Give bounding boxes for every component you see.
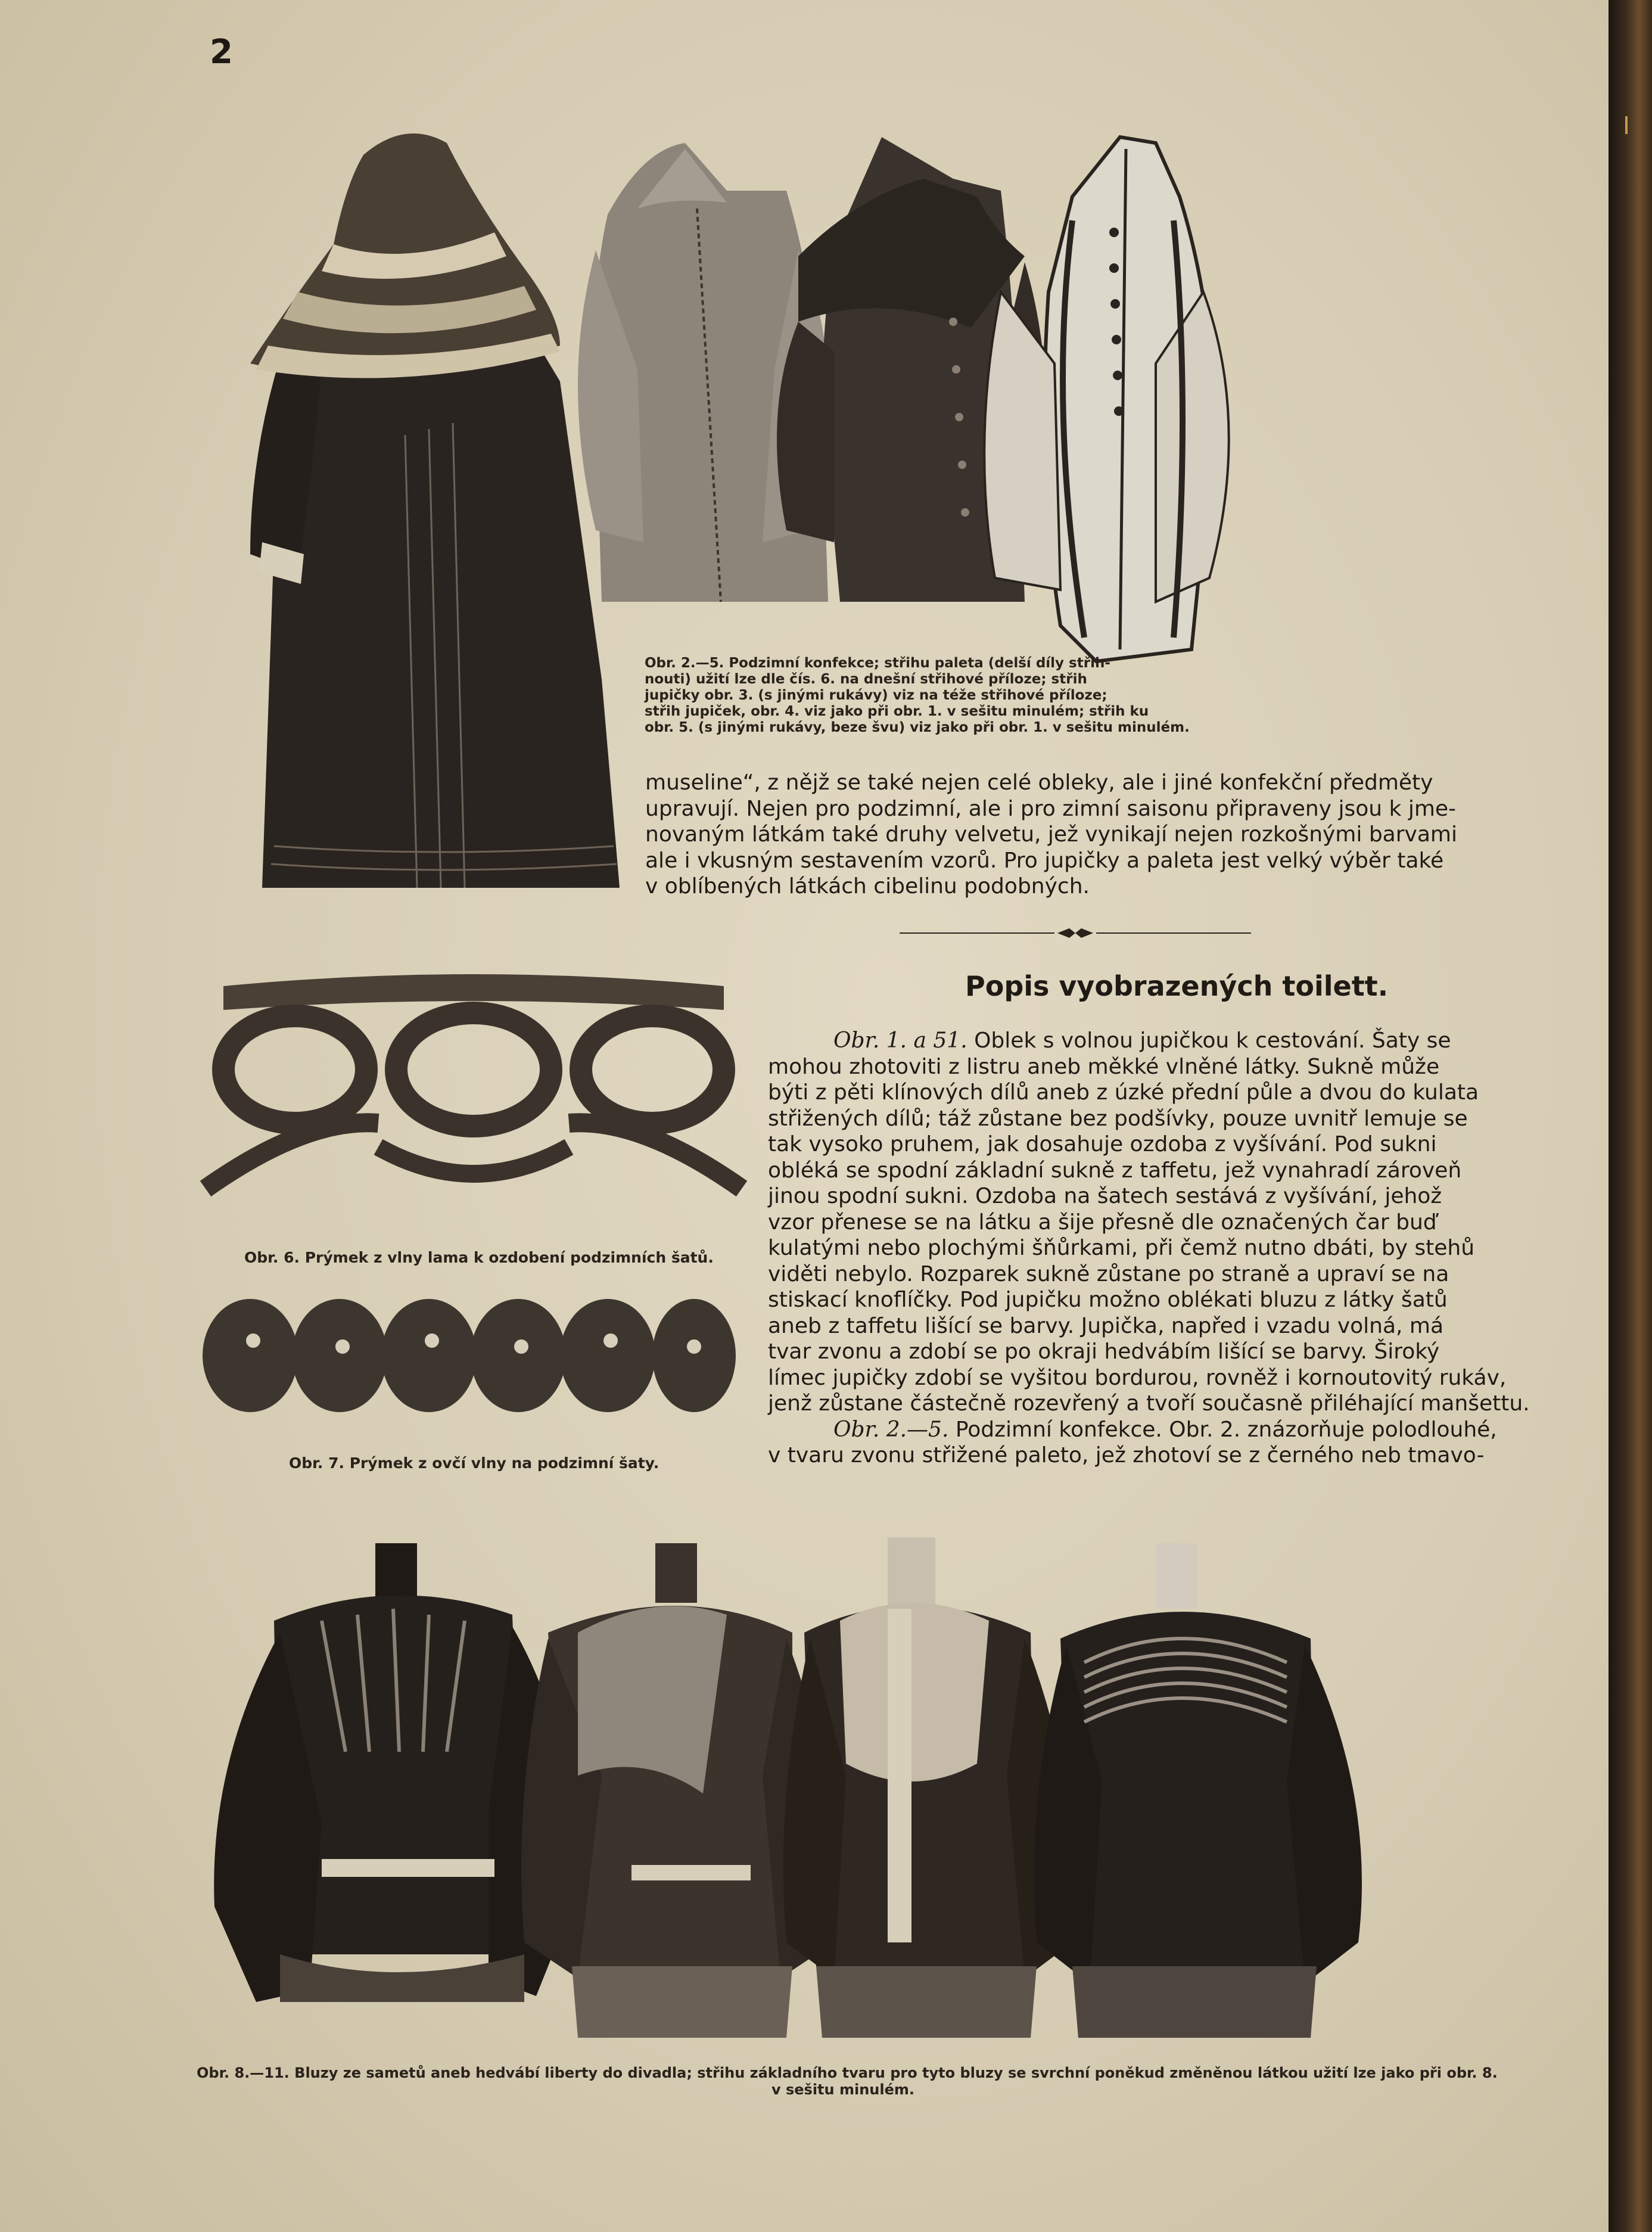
text-line: jenž zůstane částečně rozevřený a tvoří současně přiléhající manšettu.	[768, 1391, 1530, 1416]
text-line: jinou spodní sukni. Ozdoba na šatech sestává z vyšívání, jehož	[768, 1184, 1442, 1208]
description-paragraphs	[768, 1028, 1530, 1469]
text-line: v oblíbených látkách cibelinu podobných.	[645, 874, 1090, 899]
text-line-with-ref	[768, 1028, 1530, 1054]
caption-figure-7	[289, 1456, 659, 1471]
figure-reference: Obr. 1. a 51.	[833, 1028, 967, 1053]
blouse-fig-10	[783, 1537, 1074, 2038]
text-fragment: Podzimní konfekce. Obr. 2. znázorňuje polodlouhé,	[948, 1417, 1497, 1442]
caption-figures-8-11	[197, 2065, 1498, 2098]
blouse-fig-11	[1034, 1543, 1362, 2038]
text-line: v tvaru zvonu střižené paleto, jež zhotoví se z černého neb tmavo-	[768, 1443, 1485, 1468]
illustration-trim-7	[200, 1287, 736, 1424]
text-line: viděti nebylo. Rozparek sukně zůstane po straně a upraví se na	[768, 1261, 1449, 1286]
binding-mark	[1625, 116, 1628, 134]
text-line: tak vysoko pruhem, jak dosahuje ozdoba z vyšívání. Pod sukni	[768, 1132, 1437, 1157]
text-line: ale i vkusným sestavením vzorů. Pro jupičky a paleta jest velký výběr také	[645, 848, 1444, 873]
text-line: mohou zhotoviti z listru aneb měkké vlněné látky. Sukně může	[768, 1054, 1440, 1079]
text-line: tvar zvonu a zdobí se po okraji hedvábím lišící se barvy. Široký	[768, 1339, 1440, 1364]
trim-7-drawing	[200, 1287, 736, 1424]
caption-figure-6	[244, 1250, 714, 1265]
caption-line: Obr. 8.—11. Bluzy ze sametů aneb hedvábí liberty do divadla; střihu základního tvaru pro tyto bluzy se svrchní poněkud změněnou látkou užití lze jako při obr. 8.	[197, 2065, 1498, 2081]
jacket-fig-5	[984, 137, 1228, 661]
intro-paragraph	[645, 770, 1457, 900]
text-line: střižených dílů; táž zůstane bez podšívky, pouze uvnitř lemuje se	[768, 1106, 1468, 1131]
book-binding-edge	[1609, 0, 1652, 2232]
caption-line: nouti) užití lze dle čís. 6. na dnešní střihové příloze; střih	[645, 672, 1087, 687]
text-fragment: Oblek s volnou jupičkou k cestování. Šaty se	[967, 1028, 1451, 1053]
caption-line: Obr. 7. Prýmek z ovčí vlny na podzimní šaty.	[289, 1454, 659, 1472]
text-line-with-ref	[768, 1417, 1530, 1443]
caption-line: jupičky obr. 3. (s jinými rukávy) viz na téže střihové příloze;	[645, 688, 1107, 703]
trim-6-drawing	[188, 968, 760, 1198]
page-number: 2	[210, 33, 233, 72]
text-line: býti z pěti klínových dílů aneb z úzké přední půle a dvou do kulata	[768, 1080, 1479, 1105]
blouse-fig-8	[214, 1543, 574, 2002]
figure-reference: Obr. 2.—5.	[833, 1417, 949, 1442]
text-line: vzor přenese se na látku a šije přesně dle označených čar buď	[768, 1210, 1437, 1235]
caption-line: Obr. 6. Prýmek z vlny lama k ozdobení podzimních šatů.	[244, 1249, 714, 1266]
text-line: novaným látkám také druhy velvetu, jež vynikají nejen rozkošnými barvami	[645, 822, 1457, 847]
caption-figures-2-5	[645, 655, 1190, 736]
section-heading: Popis vyobrazených toilett.	[965, 970, 1389, 1002]
text-line: kulatými nebo plochými šňůrkami, při čemž nutno dbáti, by stehů	[768, 1236, 1475, 1260]
text-line: upravují. Nejen pro podzimní, ale i pro zimní saisonu připraveny jsou k jme-	[645, 796, 1457, 821]
blouses-drawing	[191, 1525, 1448, 2085]
caption-line: střih jupiček, obr. 4. viz jako při obr. 1. v sešitu minulém; střih ku	[645, 704, 1149, 719]
text-line: museline“, z nějž se také nejen celé obleky, ale i jiné konfekční předměty	[645, 770, 1433, 795]
section-divider-ornament	[900, 927, 1251, 939]
caption-line: Obr. 2.—5. Podzimní konfekce; střihu paleta (delší díly střih-	[645, 655, 1110, 671]
caption-line: obr. 5. (s jinými rukávy, beze švu) viz jako při obr. 1. v sešitu minulém.	[645, 720, 1190, 735]
caption-line: v sešitu minulém.	[771, 2081, 915, 2098]
coat-fig-2	[250, 133, 620, 888]
ornament-divider-graphic	[900, 927, 1251, 939]
text-line: stiskací knoflíčky. Pod jupičku možno oblékati bluzu z látky šatů	[768, 1288, 1448, 1312]
text-line: límec jupičky zdobí se vyšitou bordurou, rovněž i kornoutovitý rukáv,	[768, 1365, 1507, 1390]
text-line: aneb z taffetu lišící se barvy. Jupička, napřed i vzadu volná, má	[768, 1313, 1444, 1338]
text-line: obléká se spodní základní sukně z taffetu, jež vynahradí zároveň	[768, 1158, 1462, 1183]
illustration-theatre-blouses	[191, 1525, 1448, 2085]
illustration-trim-6	[188, 968, 760, 1198]
